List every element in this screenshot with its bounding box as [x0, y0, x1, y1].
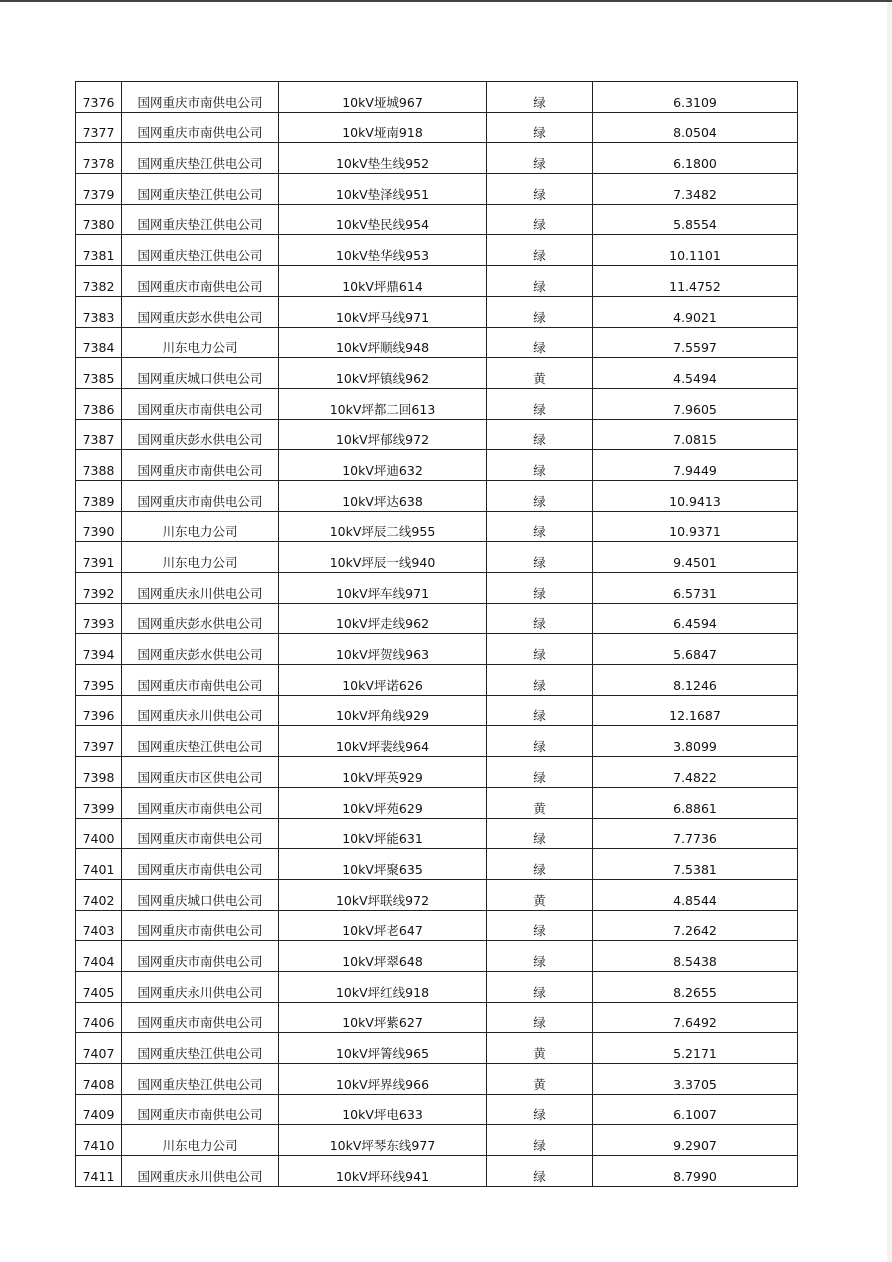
cell-company: 川东电力公司 — [122, 511, 279, 542]
table-row — [76, 174, 798, 205]
cell-line-name: 10kV坪郁线972 — [279, 419, 487, 450]
cell-status: 绿 — [487, 757, 593, 788]
cell-status: 绿 — [487, 112, 593, 143]
cell-row-number: 7381 — [76, 235, 122, 266]
cell-row-number: 7410 — [76, 1125, 122, 1156]
cell-value: 11.4752 — [593, 266, 798, 297]
table-row — [76, 910, 798, 941]
cell-value: 8.7990 — [593, 1156, 798, 1187]
cell-status: 绿 — [487, 235, 593, 266]
table-row — [76, 327, 798, 358]
cell-status: 绿 — [487, 818, 593, 849]
cell-value: 7.2642 — [593, 910, 798, 941]
table-row — [76, 1125, 798, 1156]
table-row — [76, 480, 798, 511]
cell-row-number: 7411 — [76, 1156, 122, 1187]
table-row — [76, 419, 798, 450]
cell-line-name: 10kV坪老647 — [279, 910, 487, 941]
cell-status: 黄 — [487, 1064, 593, 1095]
cell-status: 绿 — [487, 941, 593, 972]
cell-value: 4.8544 — [593, 879, 798, 910]
cell-row-number: 7397 — [76, 726, 122, 757]
table-row — [76, 235, 798, 266]
cell-row-number: 7388 — [76, 450, 122, 481]
cell-company: 国网重庆市南供电公司 — [122, 388, 279, 419]
cell-line-name: 10kV坪界线966 — [279, 1064, 487, 1095]
cell-line-name: 10kV坪走线962 — [279, 603, 487, 634]
table-row — [76, 1033, 798, 1064]
cell-line-name: 10kV坪苑629 — [279, 787, 487, 818]
cell-line-name: 10kV坪英929 — [279, 757, 487, 788]
cell-company: 国网重庆市南供电公司 — [122, 82, 279, 113]
cell-line-name: 10kV坪能631 — [279, 818, 487, 849]
cell-value: 8.5438 — [593, 941, 798, 972]
cell-line-name: 10kV坪翠648 — [279, 941, 487, 972]
data-table — [75, 81, 798, 1187]
cell-value: 6.1007 — [593, 1094, 798, 1125]
cell-company: 国网重庆永川供电公司 — [122, 695, 279, 726]
cell-row-number: 7408 — [76, 1064, 122, 1095]
cell-company: 国网重庆彭水供电公司 — [122, 603, 279, 634]
cell-line-name: 10kV坪诺626 — [279, 665, 487, 696]
cell-value: 4.5494 — [593, 358, 798, 389]
cell-row-number: 7385 — [76, 358, 122, 389]
cell-line-name: 10kV坪车线971 — [279, 573, 487, 604]
cell-company: 国网重庆市南供电公司 — [122, 1002, 279, 1033]
table-row — [76, 112, 798, 143]
cell-status: 绿 — [487, 603, 593, 634]
cell-row-number: 7387 — [76, 419, 122, 450]
cell-company: 国网重庆城口供电公司 — [122, 879, 279, 910]
cell-value: 7.5597 — [593, 327, 798, 358]
table-row — [76, 542, 798, 573]
cell-value: 5.6847 — [593, 634, 798, 665]
cell-row-number: 7405 — [76, 971, 122, 1002]
cell-value: 7.5381 — [593, 849, 798, 880]
cell-line-name: 10kV坪电633 — [279, 1094, 487, 1125]
cell-company: 国网重庆彭水供电公司 — [122, 296, 279, 327]
cell-row-number: 7395 — [76, 665, 122, 696]
cell-status: 黄 — [487, 879, 593, 910]
cell-status: 绿 — [487, 82, 593, 113]
cell-line-name: 10kV垭城967 — [279, 82, 487, 113]
cell-row-number: 7380 — [76, 204, 122, 235]
cell-status: 绿 — [487, 419, 593, 450]
cell-line-name: 10kV坪聚635 — [279, 849, 487, 880]
table-row — [76, 1094, 798, 1125]
table-row — [76, 665, 798, 696]
cell-status: 绿 — [487, 1094, 593, 1125]
cell-company: 国网重庆市南供电公司 — [122, 450, 279, 481]
cell-row-number: 7406 — [76, 1002, 122, 1033]
cell-row-number: 7377 — [76, 112, 122, 143]
table-row — [76, 634, 798, 665]
cell-status: 绿 — [487, 174, 593, 205]
cell-row-number: 7400 — [76, 818, 122, 849]
cell-row-number: 7386 — [76, 388, 122, 419]
cell-line-name: 10kV坪马线971 — [279, 296, 487, 327]
table-row — [76, 726, 798, 757]
cell-line-name: 10kV坪琴东线977 — [279, 1125, 487, 1156]
cell-value: 6.8861 — [593, 787, 798, 818]
cell-value: 7.4822 — [593, 757, 798, 788]
cell-value: 3.8099 — [593, 726, 798, 757]
cell-status: 绿 — [487, 296, 593, 327]
cell-row-number: 7383 — [76, 296, 122, 327]
cell-value: 8.1246 — [593, 665, 798, 696]
table-row — [76, 450, 798, 481]
cell-value: 7.9449 — [593, 450, 798, 481]
table-row — [76, 757, 798, 788]
cell-status: 绿 — [487, 849, 593, 880]
cell-value: 8.0504 — [593, 112, 798, 143]
cell-line-name: 10kV垫泽线951 — [279, 174, 487, 205]
cell-line-name: 10kV坪贺线963 — [279, 634, 487, 665]
cell-row-number: 7407 — [76, 1033, 122, 1064]
cell-status: 黄 — [487, 787, 593, 818]
cell-line-name: 10kV垫民线954 — [279, 204, 487, 235]
cell-line-name: 10kV垭南918 — [279, 112, 487, 143]
cell-line-name: 10kV坪联线972 — [279, 879, 487, 910]
page-top-border — [0, 0, 892, 2]
table-row — [76, 941, 798, 972]
cell-row-number: 7403 — [76, 910, 122, 941]
cell-company: 国网重庆永川供电公司 — [122, 971, 279, 1002]
table-row — [76, 388, 798, 419]
cell-line-name: 10kV垫华线953 — [279, 235, 487, 266]
cell-company: 国网重庆市南供电公司 — [122, 480, 279, 511]
cell-status: 绿 — [487, 695, 593, 726]
cell-company: 国网重庆垫江供电公司 — [122, 235, 279, 266]
cell-company: 川东电力公司 — [122, 542, 279, 573]
table-row — [76, 511, 798, 542]
table-row — [76, 971, 798, 1002]
cell-value: 6.4594 — [593, 603, 798, 634]
cell-company: 川东电力公司 — [122, 1125, 279, 1156]
cell-value: 10.9413 — [593, 480, 798, 511]
cell-value: 6.1800 — [593, 143, 798, 174]
cell-status: 绿 — [487, 910, 593, 941]
cell-company: 国网重庆市南供电公司 — [122, 849, 279, 880]
cell-line-name: 10kV坪环线941 — [279, 1156, 487, 1187]
cell-status: 绿 — [487, 1002, 593, 1033]
cell-line-name: 10kV坪红线918 — [279, 971, 487, 1002]
cell-company: 国网重庆垫江供电公司 — [122, 726, 279, 757]
cell-line-name: 10kV垫生线952 — [279, 143, 487, 174]
cell-status: 绿 — [487, 726, 593, 757]
cell-status: 绿 — [487, 511, 593, 542]
cell-row-number: 7399 — [76, 787, 122, 818]
cell-row-number: 7396 — [76, 695, 122, 726]
cell-value: 9.2907 — [593, 1125, 798, 1156]
cell-company: 国网重庆垫江供电公司 — [122, 143, 279, 174]
cell-status: 绿 — [487, 480, 593, 511]
cell-status: 绿 — [487, 542, 593, 573]
cell-value: 7.0815 — [593, 419, 798, 450]
cell-status: 绿 — [487, 388, 593, 419]
cell-line-name: 10kV坪辰一线940 — [279, 542, 487, 573]
cell-value: 3.3705 — [593, 1064, 798, 1095]
cell-row-number: 7409 — [76, 1094, 122, 1125]
cell-line-name: 10kV坪角线929 — [279, 695, 487, 726]
cell-value: 5.8554 — [593, 204, 798, 235]
cell-company: 国网重庆市南供电公司 — [122, 266, 279, 297]
cell-status: 绿 — [487, 665, 593, 696]
cell-company: 国网重庆市南供电公司 — [122, 941, 279, 972]
cell-company: 国网重庆市南供电公司 — [122, 787, 279, 818]
cell-status: 绿 — [487, 143, 593, 174]
cell-status: 黄 — [487, 358, 593, 389]
cell-row-number: 7376 — [76, 82, 122, 113]
cell-company: 国网重庆市南供电公司 — [122, 910, 279, 941]
cell-value: 6.5731 — [593, 573, 798, 604]
cell-status: 绿 — [487, 573, 593, 604]
cell-value: 6.3109 — [593, 82, 798, 113]
cell-status: 黄 — [487, 1033, 593, 1064]
table-row — [76, 818, 798, 849]
cell-row-number: 7391 — [76, 542, 122, 573]
cell-value: 9.4501 — [593, 542, 798, 573]
cell-row-number: 7389 — [76, 480, 122, 511]
cell-row-number: 7398 — [76, 757, 122, 788]
table-row — [76, 695, 798, 726]
table-row — [76, 787, 798, 818]
cell-row-number: 7402 — [76, 879, 122, 910]
cell-status: 绿 — [487, 1156, 593, 1187]
cell-value: 8.2655 — [593, 971, 798, 1002]
cell-value: 10.1101 — [593, 235, 798, 266]
cell-status: 绿 — [487, 1125, 593, 1156]
cell-status: 绿 — [487, 971, 593, 1002]
cell-row-number: 7401 — [76, 849, 122, 880]
table-row — [76, 603, 798, 634]
cell-line-name: 10kV坪裴线964 — [279, 726, 487, 757]
cell-company: 国网重庆市南供电公司 — [122, 112, 279, 143]
cell-company: 川东电力公司 — [122, 327, 279, 358]
table-row — [76, 849, 798, 880]
cell-value: 7.3482 — [593, 174, 798, 205]
cell-value: 7.7736 — [593, 818, 798, 849]
cell-row-number: 7404 — [76, 941, 122, 972]
cell-company: 国网重庆市区供电公司 — [122, 757, 279, 788]
cell-value: 5.2171 — [593, 1033, 798, 1064]
page-right-edge — [887, 2, 892, 1262]
cell-company: 国网重庆永川供电公司 — [122, 1156, 279, 1187]
cell-line-name: 10kV坪鼎614 — [279, 266, 487, 297]
cell-status: 绿 — [487, 327, 593, 358]
cell-row-number: 7392 — [76, 573, 122, 604]
cell-company: 国网重庆彭水供电公司 — [122, 419, 279, 450]
cell-line-name: 10kV坪箐线965 — [279, 1033, 487, 1064]
cell-company: 国网重庆市南供电公司 — [122, 1094, 279, 1125]
table-row — [76, 296, 798, 327]
cell-status: 绿 — [487, 450, 593, 481]
cell-row-number: 7384 — [76, 327, 122, 358]
table-row — [76, 879, 798, 910]
cell-row-number: 7394 — [76, 634, 122, 665]
cell-company: 国网重庆垫江供电公司 — [122, 1064, 279, 1095]
table-row — [76, 1156, 798, 1187]
cell-line-name: 10kV坪都二回613 — [279, 388, 487, 419]
table-row — [76, 573, 798, 604]
cell-status: 绿 — [487, 266, 593, 297]
table-row — [76, 143, 798, 174]
cell-row-number: 7379 — [76, 174, 122, 205]
table-row — [76, 82, 798, 113]
cell-company: 国网重庆城口供电公司 — [122, 358, 279, 389]
cell-line-name: 10kV坪辰二线955 — [279, 511, 487, 542]
cell-line-name: 10kV坪迪632 — [279, 450, 487, 481]
table-row — [76, 1064, 798, 1095]
cell-value: 7.6492 — [593, 1002, 798, 1033]
cell-row-number: 7382 — [76, 266, 122, 297]
cell-status: 绿 — [487, 634, 593, 665]
cell-row-number: 7390 — [76, 511, 122, 542]
cell-company: 国网重庆垫江供电公司 — [122, 174, 279, 205]
cell-value: 10.9371 — [593, 511, 798, 542]
cell-line-name: 10kV坪紫627 — [279, 1002, 487, 1033]
cell-status: 绿 — [487, 204, 593, 235]
table-row — [76, 204, 798, 235]
table-row — [76, 266, 798, 297]
cell-company: 国网重庆市南供电公司 — [122, 818, 279, 849]
cell-row-number: 7378 — [76, 143, 122, 174]
cell-company: 国网重庆垫江供电公司 — [122, 204, 279, 235]
cell-line-name: 10kV坪顺线948 — [279, 327, 487, 358]
cell-company: 国网重庆彭水供电公司 — [122, 634, 279, 665]
cell-line-name: 10kV坪达638 — [279, 480, 487, 511]
cell-line-name: 10kV坪镇线962 — [279, 358, 487, 389]
cell-company: 国网重庆垫江供电公司 — [122, 1033, 279, 1064]
cell-company: 国网重庆永川供电公司 — [122, 573, 279, 604]
cell-row-number: 7393 — [76, 603, 122, 634]
table-row — [76, 1002, 798, 1033]
table-row — [76, 358, 798, 389]
cell-value: 4.9021 — [593, 296, 798, 327]
cell-value: 12.1687 — [593, 695, 798, 726]
cell-company: 国网重庆市南供电公司 — [122, 665, 279, 696]
cell-value: 7.9605 — [593, 388, 798, 419]
